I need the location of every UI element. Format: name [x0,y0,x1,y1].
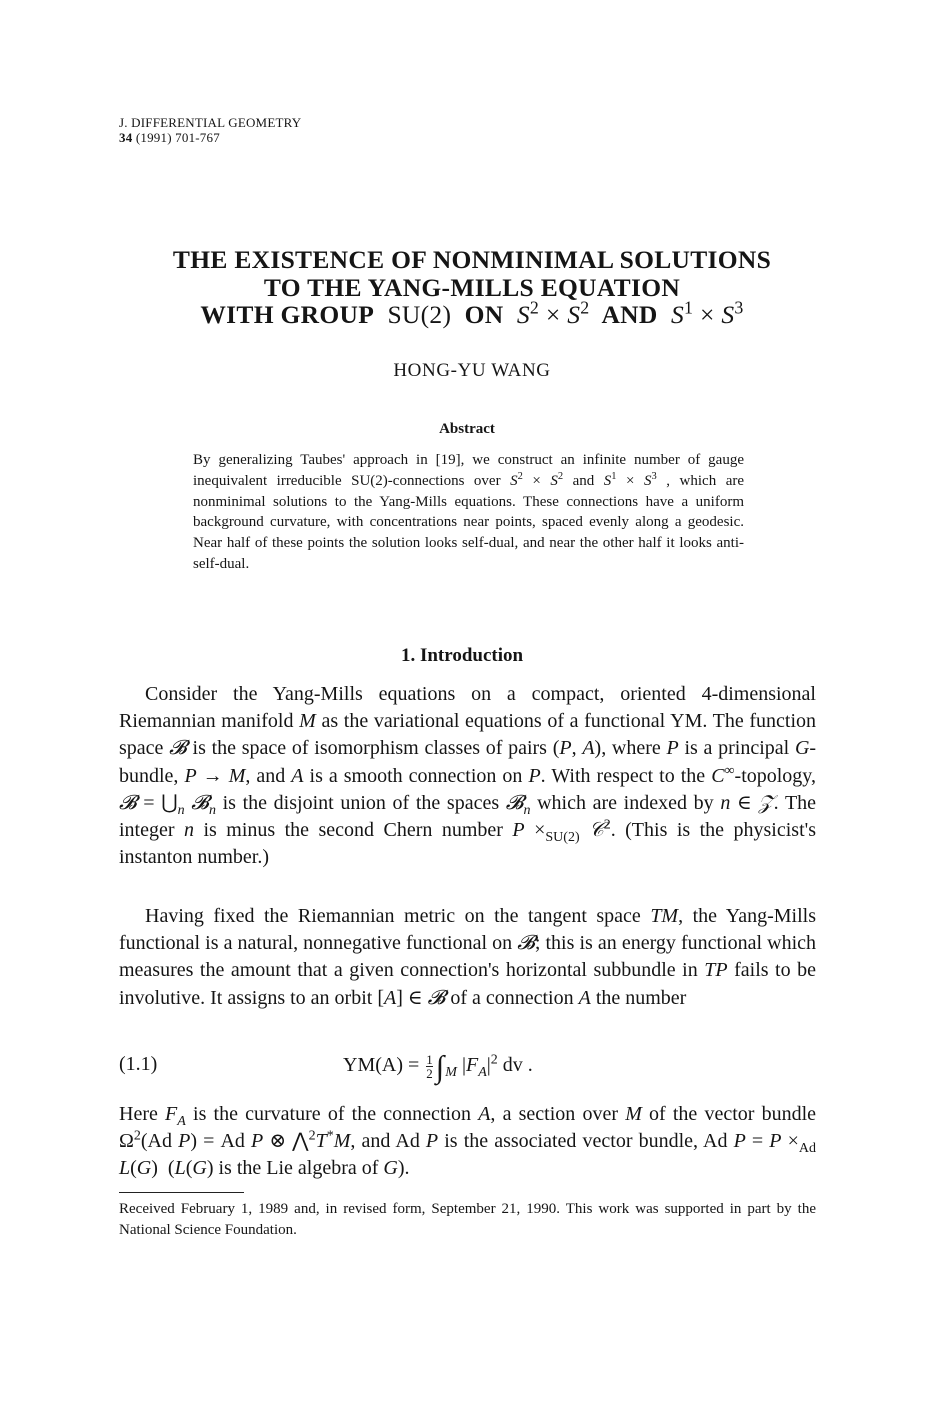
title-line-2: TO THE YANG-MILLS EQUATION [263,272,681,302]
equation-label: (1.1) [119,1053,158,1075]
author-name: HONG-YU WANG [393,360,551,381]
paper-title [90,246,854,329]
title-line-1: THE EXISTENCE OF NONMINIMAL SOLUTIONS [172,245,772,274]
journal-name: J. DIFFERENTIAL GEOMETRY [119,115,302,130]
paragraph-3: Here $F_A$ is the curvature of the connection A, a section over M of the vector bundle $\Omega^2(Ad$ P) = Ad P ⊗ ⋀$^2$T*M, and Ad P is the associated vector bundle, Ad $P = P \times_{Ad}$ L(G) (L(G) is the Lie algebra of G). [119,1103,817,1180]
section-heading-introduction: 1. Introduction [400,645,524,666]
journal-volume: 34 [119,130,133,145]
title-line-3: WITH GROUP SU(2) ON $S^2 \times S^2$ AND $S^1 \times S^3$ [200,297,744,329]
paragraph-2: Having fixed the Riemannian metric on the tangent space TM, the Yang-Mills functional is a natural, nonnegative functional on 𝓑; this is an energy functional which measures the amount that a given connection's horizontal subbundle in TP fails to be involutive. It assigns to an orbit [A] ∈ 𝓑 of a connection A the number [119,905,817,1009]
footnote-divider [119,1192,244,1193]
journal-issue: (1991) 701-767 [135,130,220,145]
equation-formula: YM(A) = $\frac{1}{2}$ $\int_M$ $|F_A|^2$ dv . [343,1048,533,1084]
journal-header [119,115,301,145]
paragraph-1: Consider the Yang-Mills equations on a compact, oriented 4-dimensional Riemannian manifold M as the variational equations of a functional YM. The function space 𝓑 is the space of isomorphism classes of pairs (P, A), where P is a principal G-bundle, P → M, and A is a smooth connection on P. With respect to the C∞-topology, 𝓑 = $⋃_n$ 𝓑$_n$ is the disjoint union of the spaces 𝓑$_n$ which are indexed by n ∈ 𝒵. The integer n is minus the second Chern number $P \times_{SU(2)}$ 𝒞$^2$. (This is the physicist's instanton number.) [119,683,817,869]
footnote: Received February 1, 1989 and, in revised form, September 21, 1990. This work was supported in part by the National Science Foundation. [119,1201,816,1238]
abstract-heading: Abstract [439,421,495,437]
abstract-text: By generalizing Taubes' approach in [19], we construct an infinite number of gauge inequivalent irreducible SU(2)-connections over $S^2 \times S^2$ and $S^1 \times S^3$ , which are nonminimal solutions to the Yang-Mills equations. These connections have a uniform background curvature, with concentrations near points, spaced evenly along a geodesic. Near half of these points the solution looks self-dual, and near the other half it looks anti-self-dual. [193,452,745,572]
journal-volume-line [119,130,301,145]
